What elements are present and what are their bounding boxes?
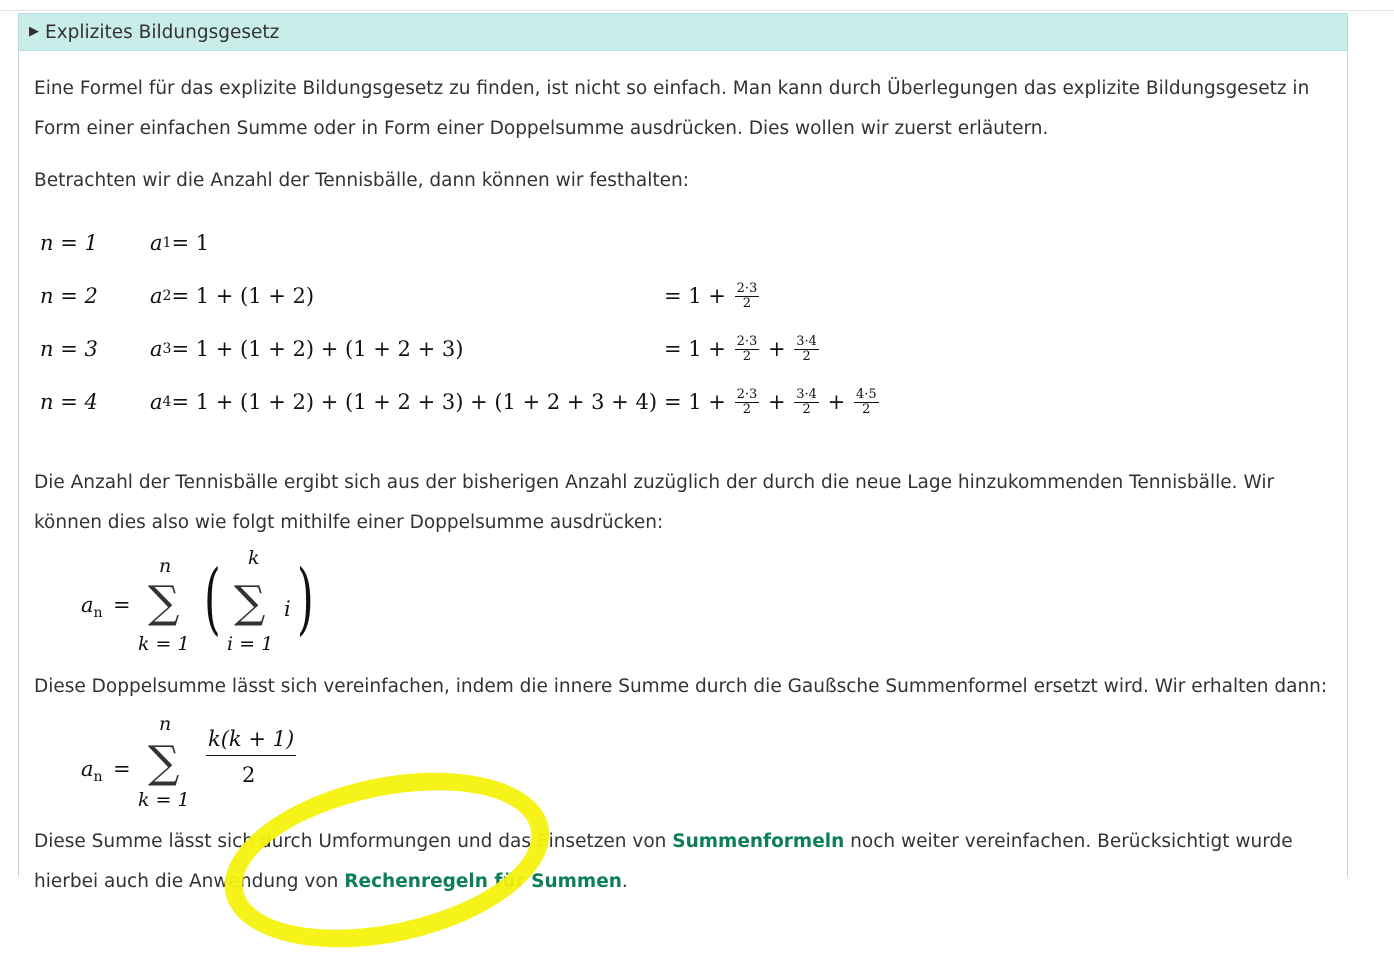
a-expression: a 1 = 1 xyxy=(150,231,210,255)
summenformeln-link[interactable]: Summenformeln xyxy=(672,831,845,852)
n-value: n = 3 xyxy=(40,337,98,361)
fraction-expression: = 1 + $\frac{2\cdot 3}{2}$ + $\frac{3\cdot 4}{2}$ xyxy=(664,333,817,364)
top-divider xyxy=(0,10,1394,11)
double-sum-paragraph: Die Anzahl der Tennisbälle ergibt sich aus der bisherigen Anzahl zuzüglich der durch die neue Lage hinzukommenden Tennisbälle. Wir können dies also wie folgt mithilfe einer Doppelsumme ausdrücken: xyxy=(34,472,1275,533)
details-box xyxy=(18,13,1348,892)
equation-row xyxy=(40,329,940,382)
a-expression: a 3 = 1 + (1 + 2) + (1 + 2 + 3) xyxy=(150,337,464,361)
conclusion-paragraph: Diese Summe lässt sich durch Umformungen und das Einsetzen von Summenformeln noch weiter vereinfachen. Berücksichtigt wurde hierbei auch die Anwendung von Rechenregeln für Summen. xyxy=(34,831,1293,892)
equation-row xyxy=(40,382,940,435)
equation-row xyxy=(40,223,940,276)
n-value: n = 4 xyxy=(40,390,98,414)
double-sum-formula: $a_n$ = n ∑ k = 1 ( k ∑ i = 1 i ) xyxy=(81,547,314,655)
equation-row xyxy=(40,276,940,329)
intro-paragraph: Eine Formel für das explizite Bildungsgesetz zu finden, ist nicht so einfach. Man kann durch Überlegungen das explizite Bildungsgesetz in Form einer einfachen Summe oder in Form einer Doppelsumme ausdrücken. Dies wollen wir zuerst erläutern. xyxy=(34,78,1310,139)
tennis-paragraph: Betrachten wir die Anzahl der Tennisbälle, dann können wir festhalten: xyxy=(34,170,689,191)
fraction-expression: = 1 + $\frac{2\cdot 3}{2}$ + $\frac{3\cdot 4}{2}$ + $\frac{4\cdot 5}{2}$ xyxy=(664,386,877,417)
details-summary[interactable] xyxy=(19,14,1347,51)
details-content xyxy=(19,69,1347,902)
equation-table xyxy=(34,223,1332,439)
rechenregeln-link[interactable]: Rechenregeln für Summen xyxy=(344,871,622,892)
a-expression: a 4 = 1 + (1 + 2) + (1 + 2 + 3) + (1 + 2 + 3 + 4) xyxy=(150,390,658,414)
n-value: n = 1 xyxy=(40,231,98,255)
a-expression: a 2 = 1 + (1 + 2) xyxy=(150,284,315,308)
gauss-sum-formula: $a_n$ = n ∑ k = 1 k(k + 1) 2 xyxy=(81,713,295,811)
fraction-expression: = 1 + $\frac{2\cdot 3}{2}$ xyxy=(664,280,758,311)
gauss-paragraph: Diese Doppelsumme lässt sich vereinfachen, indem die innere Summe durch die Gaußsche Summenformel ersetzt wird. Wir erhalten dann: xyxy=(34,676,1328,697)
n-value: n = 2 xyxy=(40,284,98,308)
details-summary-label: Explizites Bildungsgesetz xyxy=(45,21,280,43)
expand-triangle-icon[interactable]: ▶ xyxy=(29,24,39,39)
